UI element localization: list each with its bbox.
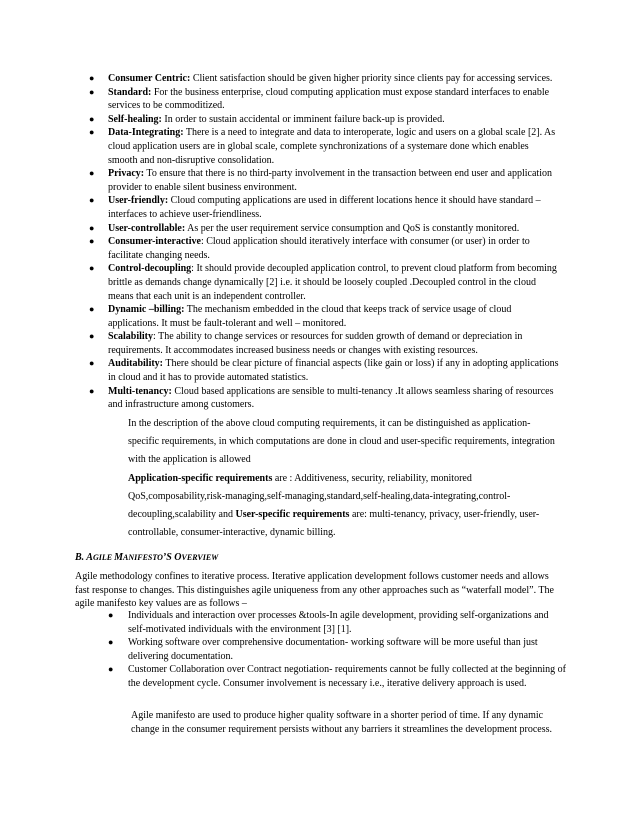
list-item <box>89 167 560 194</box>
list-item <box>89 113 560 127</box>
bullet-icon: ● <box>108 610 114 620</box>
requirement-text: To ensure that there is no third-party involvement in the transaction between end user and application provider to enable silent business environment. <box>108 168 552 193</box>
requirement-term: Dynamic –billing: <box>108 304 185 316</box>
requirement-text: Cloud based applications are sensible to multi-tenancy .It allows seamless sharing of resources and infrastructure among customers. <box>108 385 554 411</box>
section-heading: B. AGILE MANIFESTO’S OVERVIEW <box>75 552 219 563</box>
list-item <box>89 126 560 167</box>
list-item <box>89 303 560 330</box>
bullet-icon: ● <box>89 195 95 206</box>
list-item <box>89 385 560 412</box>
list-item <box>89 222 560 236</box>
user-specific-text: are: multi-tenancy, privacy, user-friendly, user-controllable, consumer-interactive, dynamic billing. <box>128 509 540 538</box>
requirement-text: For the business enterprise, cloud computing application must expose standard interfaces to enable services to be commoditized. <box>108 86 550 112</box>
requirement-text: The mechanism embedded in the cloud that keeps track of service usage of cloud applications. It must be fault-tolerant and well – monitored. <box>108 304 512 329</box>
bullet-icon: ● <box>89 86 95 97</box>
user-specific-term: User-specific requirements <box>235 509 350 520</box>
requirement-term: Control-decoupling <box>108 263 192 275</box>
bullet-icon: ● <box>108 637 114 648</box>
requirement-term: User-controllable: <box>108 222 186 234</box>
requirement-text: : The ability to change services or resources for sudden growth of demand or depreciation in requirements. It accommodates increased business needs or changes with existing resources. <box>108 331 523 356</box>
list-item <box>89 72 560 86</box>
bullet-icon: ● <box>108 664 114 675</box>
requirements-summary-paragraph: In the description of the above cloud computing requirements, it can be distinguished as application-specific requirements, in which computations are done in cloud and user-specific requirements, integration with the application is allowed <box>128 418 555 465</box>
requirement-term: Consumer-interactive <box>108 236 201 248</box>
list-item <box>108 636 566 663</box>
list-item <box>108 609 566 636</box>
list-item <box>89 262 560 303</box>
bullet-icon: ● <box>89 358 95 369</box>
requirements-classification-paragraph <box>128 470 558 542</box>
requirement-term: Auditability: <box>108 358 164 370</box>
bullet-icon: ● <box>89 168 95 179</box>
bullet-icon: ● <box>89 331 95 342</box>
requirement-term: Scalability <box>108 331 154 343</box>
application-specific-text: are : Additiveness, security, reliability, monitored QoS,composability,risk-managing,self-managing,standard,self-healing,data-integrating,control-decoupling,scalability and <box>128 473 511 520</box>
agile-manifesto-paragraph: Agile manifesto are used to produce higher quality software in a shorter period of time. If any dynamic change in the consumer requirement persists without any barriers it streamlines the development process. <box>131 710 552 735</box>
bullet-icon: ● <box>89 127 95 138</box>
requirement-text: As per the user requirement service consumption and QoS is constantly monitored. <box>185 222 520 234</box>
list-item <box>108 663 566 690</box>
requirement-text: Cloud computing applications are used in different locations hence it should have standard – interfaces to achieve user-friendliness. <box>108 195 541 220</box>
requirement-text: There should be clear picture of financial aspects (like gain or loss) if any in adopting applications in cloud and it has to provide automated statistics. <box>108 358 559 384</box>
application-specific-term: Application-specific requirements <box>128 473 273 484</box>
requirement-term: Self-healing: <box>108 113 162 125</box>
agile-value-text: Customer Collaboration over Contract negotiation- requirements cannot be fully collected at the beginning of the development cycle. Consumer involvement is necessary i.e., iterative delivery approach is used. <box>128 664 566 689</box>
requirement-text: There is a need to integrate and data to interoperate, logic and users on a global scale [2]. As cloud application users are in global scale, complete synchronizations of a systemare done which enables smooth and non-disruptive consolidation. <box>108 127 556 166</box>
bullet-icon: ● <box>89 263 95 274</box>
requirement-text: Client satisfaction should be given higher priority since clients pay for accessing services. <box>190 73 553 84</box>
requirement-term: Multi-tenancy: <box>108 385 172 397</box>
cloud-requirements-list <box>89 72 560 412</box>
bullet-icon: ● <box>89 236 95 247</box>
list-item <box>89 235 560 262</box>
bullet-icon: ● <box>89 385 95 396</box>
requirement-text: In order to sustain accidental or imminent failure back-up is provided. <box>161 113 445 125</box>
requirement-text: : It should provide decoupled application control, to prevent cloud platform from becoming brittle as demands change dynamically [2] i.e. it should be loosely coupled .Decoupled control in the cloud means that each unit is an independent controller. <box>108 263 557 302</box>
requirement-text: : Cloud application should iteratively interface with consumer (or user) in order to facilitate changing needs. <box>108 236 530 261</box>
list-item <box>89 330 560 357</box>
requirement-term: User-friendly: <box>108 195 169 207</box>
list-item <box>89 357 560 384</box>
agile-value-text: Working software over comprehensive documentation- working software will be more useful than just delivering documentation. <box>128 637 538 662</box>
list-item <box>89 86 560 113</box>
bullet-icon: ● <box>89 304 95 315</box>
agile-intro-paragraph: Agile methodology confines to iterative process. Iterative application development follows customer needs and allows fast response to changes. This distinguishes agile uniqueness from any other approaches such as “waterfall model”. The agile manifesto key values are as follows – <box>75 571 554 610</box>
bullet-icon: ● <box>89 222 95 233</box>
list-item <box>89 194 560 221</box>
agile-values-list <box>108 609 566 691</box>
requirement-term: Standard: <box>108 86 152 98</box>
bullet-icon: ● <box>89 113 95 124</box>
agile-value-text: Individuals and interaction over processes &tools-In agile development, providing self-organizations and self-motivated individuals with the environment [3] [1]. <box>128 610 549 635</box>
requirement-term: Privacy: <box>108 168 145 180</box>
requirement-term: Consumer Centric: <box>108 73 191 84</box>
requirement-term: Data-Integrating: <box>108 127 184 139</box>
bullet-icon: ● <box>89 73 95 83</box>
